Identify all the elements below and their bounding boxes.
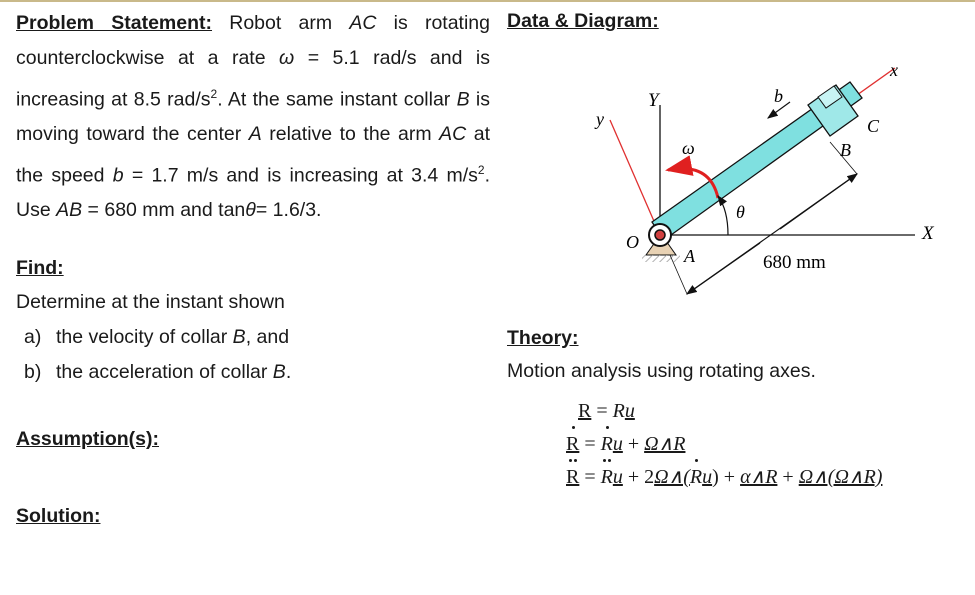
dimension-label: 680 mm: [763, 252, 826, 273]
label-A: A: [684, 246, 695, 266]
y-axis-line: [610, 120, 660, 235]
label-y-small: y: [596, 109, 604, 129]
list-item: b) the acceleration of collar B.: [24, 361, 292, 383]
label-omega: ω: [682, 138, 695, 158]
find-list: [16, 320, 291, 390]
assumptions-heading: Assumption(s):: [16, 428, 159, 450]
label-B: B: [840, 140, 851, 160]
label-O: O: [626, 232, 639, 252]
problem-statement: [16, 6, 490, 229]
equation-2: R = Ru + Ω∧R: [566, 428, 882, 461]
problem-paragraph: Problem Statement: Robot arm AC is rotating counterclockwise at a rate ω = 5.1 rad/s and is increasing at 8.5 rad/$s^2$. At the same instant collar B is moving toward the center A relative to the arm AC at the speed b = 1.7 m/s and is increasing at 3.4 $m/s^2$. Use AB = 680 mm and tanθ= 1.6/3.: [16, 12, 491, 222]
list-item: a) the velocity of collar B, and: [24, 326, 290, 348]
label-Y-big: Y: [648, 90, 659, 111]
theory-section: [507, 322, 816, 388]
label-b: b: [774, 86, 783, 106]
label-x-small: x: [890, 60, 898, 80]
label-X-big: X: [922, 223, 934, 244]
equation-1: R = Ru: [578, 400, 635, 422]
diagram-heading: Data & Diagram:: [507, 10, 659, 32]
solution-heading: Solution:: [16, 505, 101, 527]
label-theta: θ: [736, 202, 745, 222]
find-section: [16, 253, 64, 283]
equation-3: R = Ru + 2Ω∧(Ru) + α∧R + Ω∧(Ω∧R): [566, 461, 882, 494]
problem-heading: Problem Statement:: [16, 12, 213, 34]
diagram-svg: [560, 50, 960, 310]
find-body: [16, 285, 291, 390]
theory-heading: Theory:: [507, 327, 579, 349]
theory-text: Motion analysis using rotating axes.: [507, 360, 816, 382]
top-rule: [0, 0, 975, 2]
theory-equations: [566, 395, 882, 494]
theta-arc: [718, 196, 728, 235]
dimension-arrow: [687, 243, 760, 294]
label-C: C: [867, 116, 880, 136]
find-intro: Determine at the instant shown: [16, 291, 285, 313]
find-heading: Find:: [16, 257, 64, 279]
